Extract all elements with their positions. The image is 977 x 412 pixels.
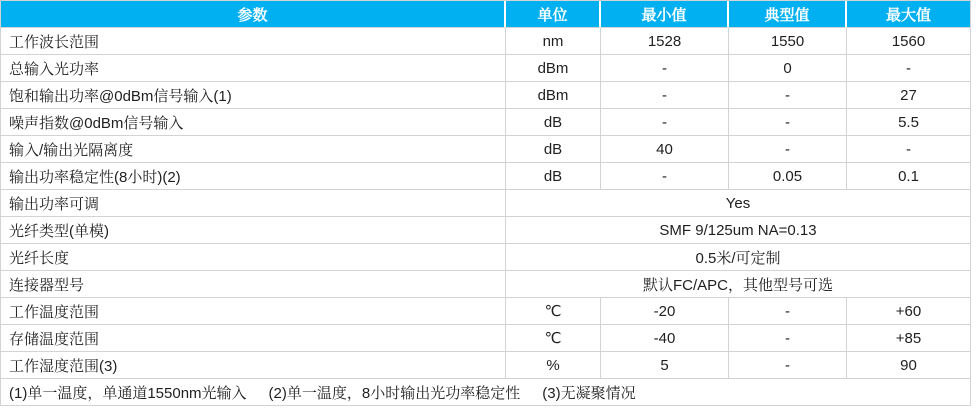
footnote-3: (3)无凝聚情况 bbox=[542, 384, 636, 402]
param-cell: 工作波长范围 bbox=[1, 28, 506, 55]
param-cell: 饱和输出功率@0dBm信号输入(1) bbox=[1, 82, 506, 109]
param-cell: 输出功率稳定性(8小时)(2) bbox=[1, 163, 506, 190]
unit-cell: % bbox=[506, 352, 601, 379]
max-cell: 27 bbox=[847, 82, 970, 109]
typ-cell: - bbox=[729, 109, 847, 136]
table-row-wavelength-range bbox=[1, 28, 970, 55]
param-cell: 工作温度范围 bbox=[1, 298, 506, 325]
merged-value-cell: 0.5米/可定制 bbox=[506, 244, 970, 271]
min-cell: 1528 bbox=[601, 28, 729, 55]
max-cell: 5.5 bbox=[847, 109, 970, 136]
max-cell: - bbox=[847, 136, 970, 163]
param-cell: 光纤类型(单模) bbox=[1, 217, 506, 244]
table-row-fiber-type bbox=[1, 217, 970, 244]
typ-cell: - bbox=[729, 298, 847, 325]
param-cell: 连接器型号 bbox=[1, 271, 506, 298]
typ-cell: - bbox=[729, 352, 847, 379]
footnote-1: (1)单一温度，单通道1550nm光输入 bbox=[9, 384, 247, 402]
max-cell: +60 bbox=[847, 298, 970, 325]
table-row-power-stability bbox=[1, 163, 970, 190]
footnote-2: (2)单一温度，8小时输出光功率稳定性 bbox=[268, 384, 521, 402]
unit-cell: ℃ bbox=[506, 325, 601, 352]
table-row-storage-temperature bbox=[1, 325, 970, 352]
unit-cell: dB bbox=[506, 163, 601, 190]
unit-cell: nm bbox=[506, 28, 601, 55]
max-cell: 1560 bbox=[847, 28, 970, 55]
table-row-noise-figure bbox=[1, 109, 970, 136]
unit-cell: dBm bbox=[506, 82, 601, 109]
min-cell: - bbox=[601, 82, 729, 109]
header-unit: 单位 bbox=[506, 1, 601, 28]
max-cell: - bbox=[847, 55, 970, 82]
unit-cell: dB bbox=[506, 109, 601, 136]
merged-value-cell: Yes bbox=[506, 190, 970, 217]
header-min: 最小值 bbox=[601, 1, 729, 28]
typ-cell: 0.05 bbox=[729, 163, 847, 190]
unit-cell: dBm bbox=[506, 55, 601, 82]
max-cell: 90 bbox=[847, 352, 970, 379]
table-row-fiber-length bbox=[1, 244, 970, 271]
table-row-adjustable-output bbox=[1, 190, 970, 217]
header-row bbox=[1, 1, 970, 28]
min-cell: 5 bbox=[601, 352, 729, 379]
header-typ: 典型值 bbox=[729, 1, 847, 28]
param-cell: 输入/输出光隔离度 bbox=[1, 136, 506, 163]
min-cell: 40 bbox=[601, 136, 729, 163]
typ-cell: - bbox=[729, 136, 847, 163]
param-cell: 光纤长度 bbox=[1, 244, 506, 271]
max-cell: 0.1 bbox=[847, 163, 970, 190]
table-row-connector-type bbox=[1, 271, 970, 298]
typ-cell: 0 bbox=[729, 55, 847, 82]
param-cell: 存储温度范围 bbox=[1, 325, 506, 352]
typ-cell: - bbox=[729, 325, 847, 352]
typ-cell: 1550 bbox=[729, 28, 847, 55]
table-row-total-input-power bbox=[1, 55, 970, 82]
merged-value-cell: SMF 9/125um NA=0.13 bbox=[506, 217, 970, 244]
min-cell: - bbox=[601, 55, 729, 82]
footnotes-cell bbox=[1, 379, 970, 405]
table-row-operating-humidity bbox=[1, 352, 970, 379]
unit-cell: dB bbox=[506, 136, 601, 163]
typ-cell: - bbox=[729, 82, 847, 109]
min-cell: -40 bbox=[601, 325, 729, 352]
min-cell: -20 bbox=[601, 298, 729, 325]
param-cell: 总输入光功率 bbox=[1, 55, 506, 82]
param-cell: 输出功率可调 bbox=[1, 190, 506, 217]
merged-value-cell: 默认FC/APC，其他型号可选 bbox=[506, 271, 970, 298]
unit-cell: ℃ bbox=[506, 298, 601, 325]
min-cell: - bbox=[601, 163, 729, 190]
param-cell: 工作湿度范围(3) bbox=[1, 352, 506, 379]
max-cell: +85 bbox=[847, 325, 970, 352]
table-row-isolation bbox=[1, 136, 970, 163]
min-cell: - bbox=[601, 109, 729, 136]
footnotes-row bbox=[1, 379, 970, 405]
table-row-operating-temperature bbox=[1, 298, 970, 325]
param-cell: 噪声指数@0dBm信号输入 bbox=[1, 109, 506, 136]
table-row-saturated-output-power bbox=[1, 82, 970, 109]
header-max: 最大值 bbox=[847, 1, 970, 28]
header-param: 参数 bbox=[1, 1, 506, 28]
